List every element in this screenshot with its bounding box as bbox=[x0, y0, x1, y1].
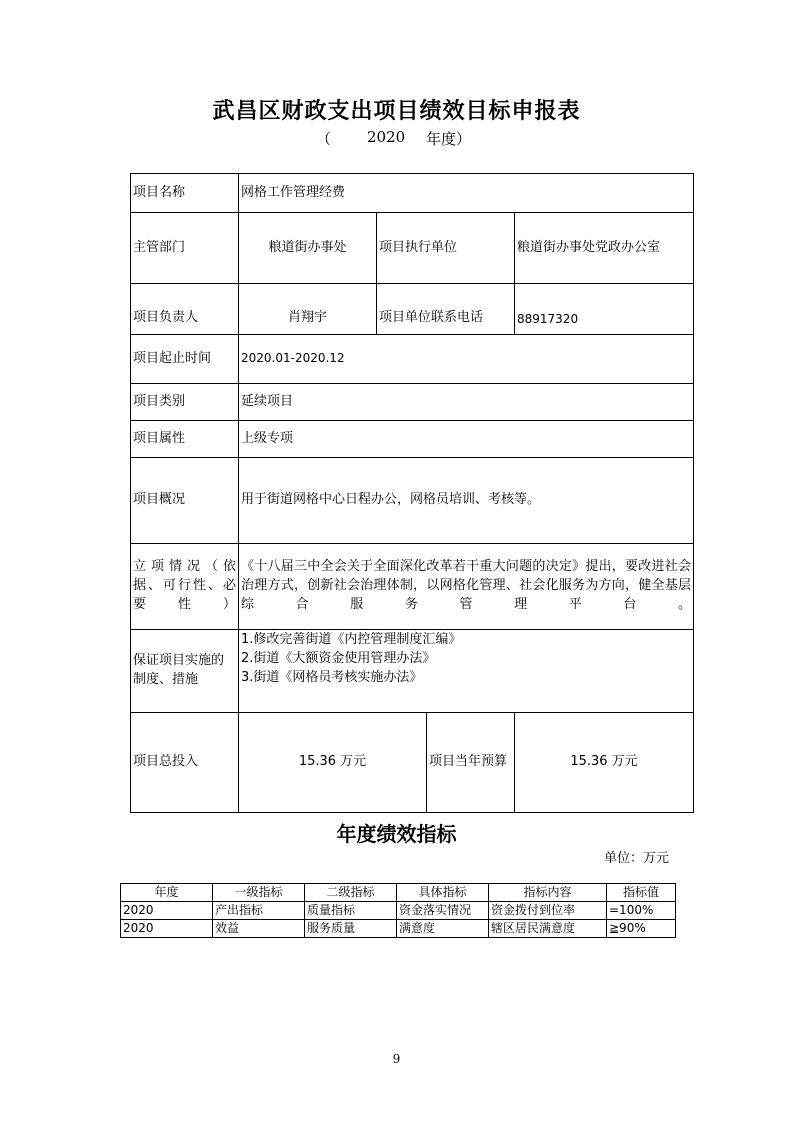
year-value: 2020 bbox=[367, 128, 406, 146]
page-number: 9 bbox=[392, 1052, 401, 1066]
value-owner: 肖翔宇 bbox=[239, 284, 377, 335]
row-department bbox=[131, 213, 694, 284]
table-cell: 质量指标 bbox=[305, 902, 397, 920]
table-cell: 服务质量 bbox=[305, 920, 397, 938]
value-period: 2020.01-2020.12 bbox=[239, 335, 694, 384]
label-basis: 立项情况（依据、可行性、必要性） bbox=[131, 544, 239, 630]
value-attribute: 上级专项 bbox=[239, 421, 694, 458]
table-cell: ≧90% bbox=[607, 920, 676, 938]
row-investment bbox=[131, 713, 694, 813]
value-basis: 《十八届三中全会关于全面深化改革若干重大问题的决定》提出，要改进社会治理方式，创新社会治理体制，以网格化管理、社会化服务为方向，健全基层综合服务管理平台。 bbox=[239, 544, 694, 630]
table-cell: 2020 bbox=[121, 902, 213, 920]
project-info-table bbox=[130, 173, 694, 813]
row-owner bbox=[131, 284, 694, 335]
label-budget: 项目当年预算 bbox=[427, 713, 515, 813]
row-basis bbox=[131, 544, 694, 630]
table-cell: 效益 bbox=[213, 920, 305, 938]
year-open-paren: （ bbox=[316, 130, 332, 148]
table-cell: =100% bbox=[607, 902, 676, 920]
value-exec-unit: 粮道街办事处党政办公室 bbox=[515, 213, 694, 284]
value-measures bbox=[239, 630, 694, 713]
performance-header-row bbox=[121, 884, 676, 902]
column-header: 年度 bbox=[121, 884, 213, 902]
label-category: 项目类别 bbox=[131, 384, 239, 421]
table-cell: 资金落实情况 bbox=[397, 902, 489, 920]
label-measures: 保证项目实施的制度、措施 bbox=[131, 630, 239, 713]
column-header: 指标内容 bbox=[489, 884, 607, 902]
measure-item: 1.修改完善街道《内控管理制度汇编》 bbox=[241, 632, 462, 647]
label-project-name: 项目名称 bbox=[131, 174, 239, 213]
label-department: 主管部门 bbox=[131, 213, 239, 284]
value-budget: 15.36 万元 bbox=[515, 713, 694, 813]
table-cell: 产出指标 bbox=[213, 902, 305, 920]
measure-item: 2.街道《大额资金使用管理办法》 bbox=[241, 650, 436, 666]
table-cell: 资金拨付到位率 bbox=[489, 902, 607, 920]
row-period bbox=[131, 335, 694, 384]
label-phone: 项目单位联系电话 bbox=[377, 284, 515, 335]
row-attribute bbox=[131, 421, 694, 458]
table-row bbox=[121, 902, 676, 920]
label-attribute: 项目属性 bbox=[131, 421, 239, 458]
value-department: 粮道街办事处 bbox=[239, 213, 377, 284]
measure-item: 3.街道《网格员考核实施办法》 bbox=[241, 669, 423, 685]
row-category bbox=[131, 384, 694, 421]
performance-title: 年度绩效指标 bbox=[336, 822, 457, 846]
label-owner: 项目负责人 bbox=[131, 284, 239, 335]
page-title: 武昌区财政支出项目绩效目标申报表 bbox=[212, 98, 581, 124]
label-exec-unit: 项目执行单位 bbox=[377, 213, 515, 284]
table-cell: 满意度 bbox=[397, 920, 489, 938]
value-category: 延续项目 bbox=[239, 384, 694, 421]
column-header: 指标值 bbox=[607, 884, 676, 902]
table-cell: 2020 bbox=[121, 920, 213, 938]
table-cell: 辖区居民满意度 bbox=[489, 920, 607, 938]
year-suffix: 年度） bbox=[426, 130, 472, 148]
table-row bbox=[121, 920, 676, 938]
performance-table bbox=[120, 883, 676, 938]
column-header: 二级指标 bbox=[305, 884, 397, 902]
value-phone: 88917320 bbox=[515, 284, 694, 335]
value-overview: 用于街道网格中心日程办公，网格员培训、考核等。 bbox=[239, 458, 694, 544]
label-period: 项目起止时间 bbox=[131, 335, 239, 384]
row-overview bbox=[131, 458, 694, 544]
label-overview: 项目概况 bbox=[131, 458, 239, 544]
column-header: 一级指标 bbox=[213, 884, 305, 902]
column-header: 具体指标 bbox=[397, 884, 489, 902]
row-project-name bbox=[131, 174, 694, 213]
row-measures bbox=[131, 630, 694, 713]
value-investment: 15.36 万元 bbox=[239, 713, 427, 813]
value-project-name: 网格工作管理经费 bbox=[239, 174, 694, 213]
label-investment: 项目总投入 bbox=[131, 713, 239, 813]
unit-label: 单位：万元 bbox=[603, 851, 669, 866]
